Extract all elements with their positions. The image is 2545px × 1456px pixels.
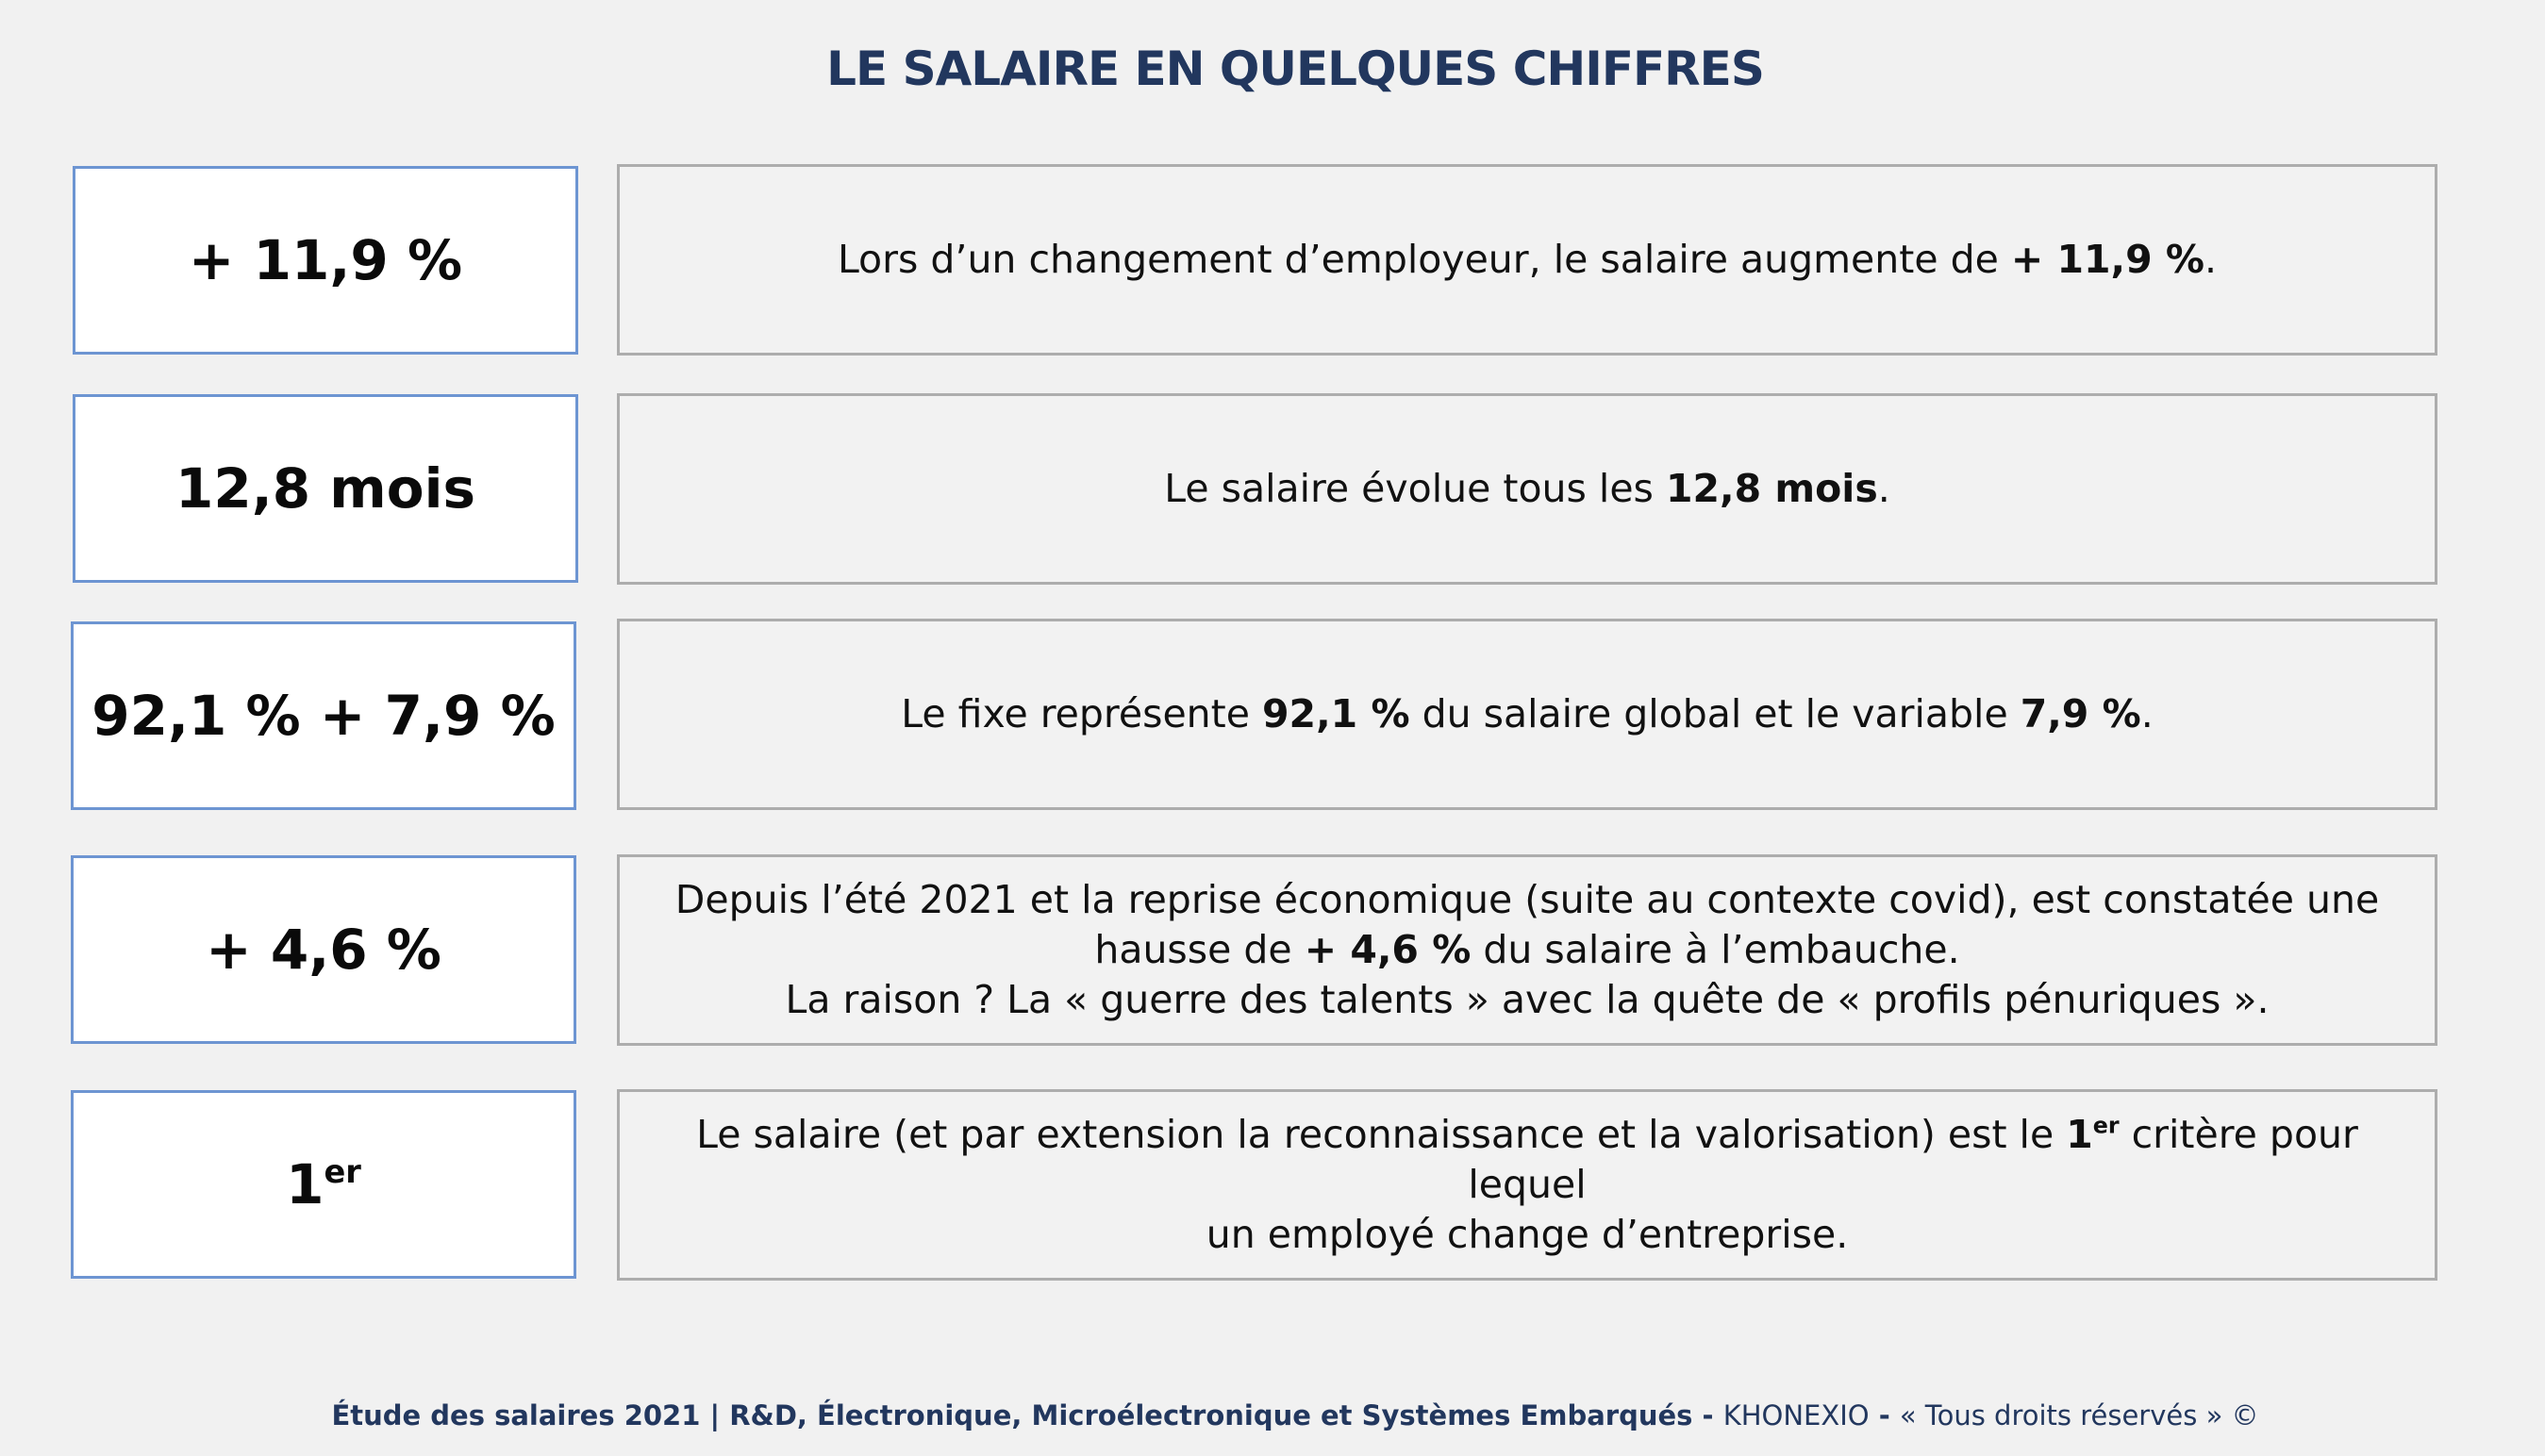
stat-figure-evolution-frequency	[73, 394, 578, 583]
stat-figure-fixed-variable	[71, 621, 576, 810]
stat-figure-value: + 4,6 %	[206, 918, 441, 982]
stat-figure-hiring-increase	[71, 855, 576, 1044]
stat-description-text: Depuis l’été 2021 et la reprise économique (suite au contexte covid), est constatée une hausse de + 4,6 % du salaire à l’embauche. La raison ? La « guerre des talents » avec la quête de « profils pénuriques ».	[674, 877, 2380, 1022]
stat-description-text: Le fixe représente 92,1 % du salaire global et le variable 7,9 %.	[901, 691, 2154, 736]
stat-figure-value: 1er	[286, 1152, 361, 1216]
stat-description-evolution-frequency	[617, 393, 2437, 585]
footer-rights: « Tous droits réservés » ©	[1899, 1399, 2259, 1431]
stat-figure-first-criterion	[71, 1090, 576, 1279]
footer-sector: R&D, Électronique, Microélectronique et Systèmes Embarqués	[729, 1399, 1693, 1431]
stat-figure-value: + 11,9 %	[188, 228, 463, 292]
stat-description-salary-increase	[617, 164, 2437, 356]
stat-description-first-criterion	[617, 1089, 2437, 1281]
stat-figure-salary-increase	[73, 166, 578, 355]
stat-description-text: Le salaire (et par extension la reconnaissance et la valorisation) est le 1er critère pour lequel un employé change d’entreprise.	[696, 1112, 2358, 1257]
footer-credits: Étude des salaires 2021 | R&D, Électronique, Microélectronique et Systèmes Embarqués - KHONEXIO - « Tous droits réservés » ©	[331, 1399, 2259, 1431]
footer-study: Étude des salaires 2021	[331, 1399, 701, 1431]
stat-figure-value: 12,8 mois	[175, 456, 475, 521]
stat-description-fixed-variable	[617, 619, 2437, 810]
stat-description-text: Le salaire évolue tous les 12,8 mois.	[1164, 466, 1890, 511]
footer-company: KHONEXIO	[1722, 1399, 1870, 1431]
stat-description-hiring-increase	[617, 854, 2437, 1046]
page-title: LE SALAIRE EN QUELQUES CHIFFRES	[826, 41, 1764, 96]
stat-description-text: Lors d’un changement d’employeur, le salaire augmente de + 11,9 %.	[837, 237, 2218, 282]
stat-figure-value: 92,1 % + 7,9 %	[91, 684, 556, 748]
